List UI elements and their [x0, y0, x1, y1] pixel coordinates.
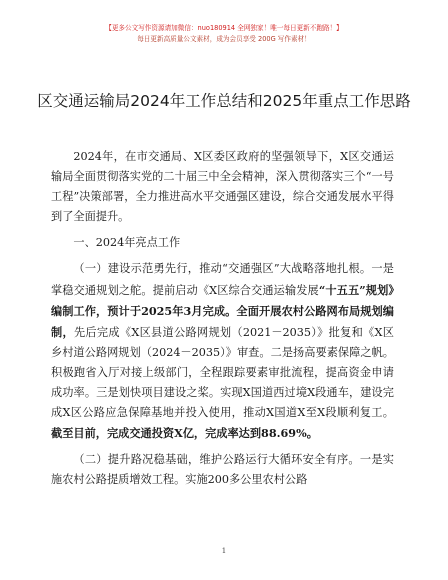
- para1-run-2: “十五五”规划》编制工作，预计于2025年3月完成。全面开展农村公路网布局规划编制，: [51, 282, 394, 339]
- promo-banner-line-1: 【更多公文写作资源请加微信：nuo180914 全网独家！唯一每日更新不跑路！】: [105, 24, 343, 32]
- page-number: 1: [221, 547, 227, 555]
- promo-banner-line-2: 每日更新高质量公文素材，成为会员享受 200G 写作素材！: [137, 35, 311, 43]
- para1-run-4: 截至目前，完成交通投资X亿，完成率达到88.69%。: [51, 426, 318, 441]
- paragraph-highlights-1: [51, 259, 394, 444]
- document-title: 区交通运输局2024年工作总结和2025年重点工作思路: [37, 92, 411, 110]
- document-body: [51, 147, 394, 491]
- para1-run-3: 先后完成《X区县道公路网规划（2021－2035）》批复和《X区乡村道公路网规划（2024－2035）》审查。二是扬高要素保障之帆。积极跑省入厅对接上级部门，全程跟踪要素审批流程，提高资金申请成功率。三是划快项目建设之桨。实现X国道西过境X段通车，建设完成X区公路应急保障基地并投入使用，推动X国道X至X段顺利复工。: [51, 325, 394, 420]
- para1-run-1: （一）建设示范勇先行，推动“交通强区”大战略落地扎根。一是掌稳交通规划之舵。提前启动《X区综合交通运输发展: [51, 262, 394, 297]
- paragraph-highlights-2: （二）提升路况稳基础，维护公路运行大循环安全有序。一是实施农村公路提质增效工程。实施200多公里农村公路: [51, 453, 394, 487]
- intro-paragraph: 2024年，在市交通局、X区委区政府的坚强领导下，X区交通运输局全面贯彻落实党的二十届三中全会精神，深入贯彻落实三个“一号工程”决策部署，全力推进高水平交通强区建设，综合交通发展水平得到了全面提升。: [51, 150, 394, 224]
- section-heading-1: 一、2024年亮点工作: [73, 236, 181, 250]
